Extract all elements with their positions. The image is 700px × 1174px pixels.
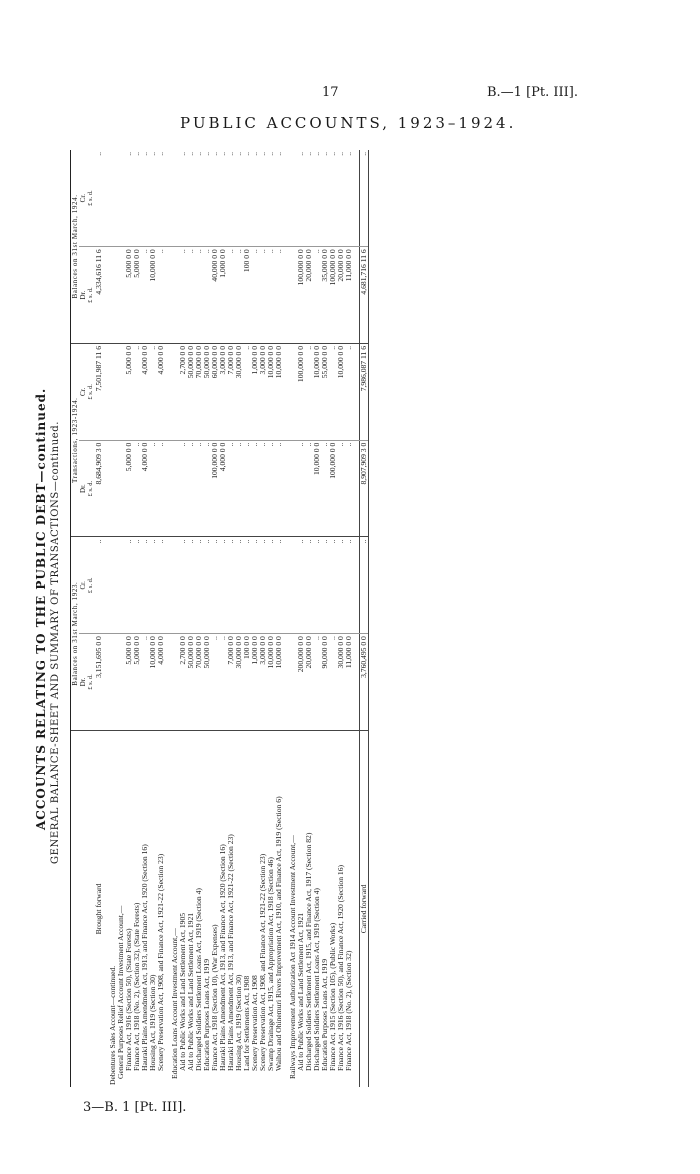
- amount-cell: 10,000 0 0: [337, 343, 345, 440]
- amount-cell: [109, 634, 117, 731]
- row-description: Finance Act, 1916 (Section 50), and Finance Act, 1920 (Section 16): [336, 864, 345, 1071]
- amount-cell: 50,000 0 0: [203, 634, 211, 731]
- amount-cell: 5,000 0 0: [133, 634, 141, 731]
- amount-cell: ..: [275, 247, 283, 344]
- sub-header-cr: Cr.: [79, 343, 87, 440]
- amount-cell: ..: [227, 150, 235, 247]
- table-row: [235, 150, 243, 1087]
- amount-cell: 100,000 0 0: [297, 247, 305, 344]
- amount-cell: ..: [259, 440, 267, 537]
- amount-cell: ..: [227, 440, 235, 537]
- amount-cell: 10,000 0 0: [149, 634, 157, 731]
- amount-cell: ..: [243, 150, 251, 247]
- amount-cell: ..: [251, 440, 259, 537]
- amount-cell: 1,000 0 0: [219, 247, 227, 344]
- amount-cell: ..: [345, 150, 353, 247]
- amount-cell: 10,000 0 0: [267, 634, 275, 731]
- amount-cell: 4,000 0 0: [219, 440, 227, 537]
- amount-cell: 50,000 0 0: [187, 343, 195, 440]
- amount-cell: 100,000 0 0: [297, 343, 305, 440]
- amount-cell: 4,000 0 0: [157, 634, 165, 731]
- unit-label: £ s. d.: [87, 537, 95, 634]
- amount-cell: [289, 150, 297, 247]
- amount-cell: [109, 150, 117, 247]
- footer-reference: 3—B. 1 [Pt. III].: [83, 1100, 187, 1115]
- amount-cell: ..: [321, 150, 329, 247]
- total-row: [360, 150, 369, 1087]
- sub-header-dr: Dr.: [79, 634, 87, 731]
- amount-cell: [171, 440, 179, 537]
- sub-header-dr: Dr.: [79, 247, 87, 344]
- amount-cell: ..: [179, 440, 187, 537]
- amount-cell: 100,000 0 0: [329, 247, 337, 344]
- amount-cell: 20,000 0 0: [305, 634, 313, 731]
- row-description: Education Loans Account Investment Account,—: [170, 928, 179, 1079]
- amount-cell: ..: [211, 634, 219, 731]
- amount-cell: ..: [227, 537, 235, 634]
- amount-cell: ..: [203, 537, 211, 634]
- row-description: Finance Act, 1918 (No. 2), (Section 32), (State Forests): [132, 902, 141, 1071]
- amount-cell: ..: [195, 537, 203, 634]
- table-body: [95, 150, 369, 1087]
- amount-cell: ..: [125, 537, 133, 634]
- amount-cell: 5,000 0 0: [125, 247, 133, 344]
- amount-cell: [289, 537, 297, 634]
- row-description: Scenery Preservation Act, 1908, and Finance Act, 1921-22 (Section 23): [156, 853, 165, 1071]
- amount-cell: 30,000 0 0: [235, 634, 243, 731]
- table-row: [313, 150, 321, 1087]
- sub-header-cr: Cr.: [79, 150, 87, 247]
- table-row: [243, 150, 251, 1087]
- amount-cell: ..: [267, 150, 275, 247]
- amount-cell: ..: [203, 150, 211, 247]
- amount-cell: 40,000 0 0: [211, 247, 219, 344]
- unit-label: £ s. d.: [87, 247, 95, 344]
- amount-cell: 100 0 0: [243, 634, 251, 731]
- amount-cell: ..: [149, 537, 157, 634]
- amount-cell: 50,000 0 0: [203, 343, 211, 440]
- amount-cell: 70,000 0 0: [195, 343, 203, 440]
- amount-cell: 10,000 0 0: [267, 343, 275, 440]
- amount-cell: ..: [149, 343, 157, 440]
- row-description: Hauraki Plains Amendment Act, 1913, and Finance Act, 1921-22 (Section 23): [226, 834, 235, 1071]
- amount-cell: ..: [259, 247, 267, 344]
- amount-cell: ..: [219, 634, 227, 731]
- amount-cell: ..: [345, 537, 353, 634]
- amount-cell: ..: [211, 537, 219, 634]
- row-description: Finance Act, 1915 (Section 105), (Public Works): [328, 922, 337, 1071]
- amount-cell: ..: [329, 634, 337, 731]
- row-description: Carried forward: [360, 730, 369, 1087]
- amount-cell: ..: [133, 150, 141, 247]
- sub-header-dr: Dr.: [79, 440, 87, 537]
- row-description: Scenery Preservation Act, 1908: [250, 975, 259, 1071]
- amount-cell: [289, 440, 297, 537]
- amount-cell: 90,000 0 0: [321, 634, 329, 731]
- amount-cell: ..: [305, 440, 313, 537]
- table-row: [227, 150, 235, 1087]
- row-description: Aid to Public Works and Land Settlement Act, 1921: [186, 912, 195, 1071]
- row-description: Waihou and Ohinemuri Rivers Improvement Act, 1910, and Finance Act, 1919 (Section 6): [274, 796, 283, 1071]
- amount-cell: 10,000 0 0: [149, 247, 157, 344]
- amount-cell: ..: [211, 150, 219, 247]
- row-description: Debentures Sales Account—continued.: [108, 965, 117, 1085]
- amount-cell: 7,986,087 11 6: [360, 343, 369, 440]
- amount-cell: ..: [157, 537, 165, 634]
- table-row: [195, 150, 203, 1087]
- amount-cell: ..: [321, 537, 329, 634]
- amount-cell: ..: [297, 150, 305, 247]
- amount-cell: 5,000 0 0: [125, 634, 133, 731]
- sub-header-cr: Cr.: [79, 537, 87, 634]
- description-header: [71, 730, 96, 1087]
- amount-cell: [109, 247, 117, 344]
- amount-cell: ..: [133, 440, 141, 537]
- table-row: [275, 150, 283, 1087]
- amount-cell: ..: [141, 634, 149, 731]
- amount-cell: 2,700 0 0: [179, 343, 187, 440]
- amount-cell: ..: [321, 440, 329, 537]
- amount-cell: ..: [243, 343, 251, 440]
- amount-cell: [117, 537, 125, 634]
- amount-cell: 100,000 0 0: [329, 440, 337, 537]
- amount-cell: 10,000 0 0: [275, 634, 283, 731]
- amount-cell: ..: [297, 537, 305, 634]
- group-header-transactions: Transactions, 1923-1924.: [71, 343, 80, 536]
- row-description: Housing Act, 1919 (Section 30): [234, 974, 243, 1071]
- amount-cell: ..: [203, 440, 211, 537]
- amount-cell: 7,000 0 0: [227, 343, 235, 440]
- balance-sheet-table-wrapper: [70, 150, 610, 1087]
- row-description: Finance Act, 1918 (Section 10), (War Expenses): [210, 924, 219, 1071]
- amount-cell: ..: [179, 150, 187, 247]
- amount-cell: ..: [141, 537, 149, 634]
- amount-cell: ..: [305, 343, 313, 440]
- row-description: Scenery Preservation Act, 1908, and Finance Act, 1921-22 (Section 23): [258, 853, 267, 1071]
- amount-cell: 4,334,616 11 6: [95, 247, 103, 344]
- amount-cell: 20,000 0 0: [337, 247, 345, 344]
- amount-cell: ..: [219, 150, 227, 247]
- amount-cell: ..: [297, 440, 305, 537]
- amount-cell: ..: [227, 247, 235, 344]
- amount-cell: 1,000 0 0: [251, 634, 259, 731]
- row-description: Swamp Drainage Act, 1915, and Appropriation Act, 1918 (Section 46): [266, 857, 275, 1071]
- amount-cell: [109, 440, 117, 537]
- table-row: [345, 150, 353, 1087]
- amount-cell: 4,681,716 11 6: [360, 247, 369, 344]
- row-description: Discharged Soldiers Settlement Act, 1915, and Finance Act, 1917 (Section 82): [304, 832, 313, 1071]
- amount-cell: ..: [267, 440, 275, 537]
- amount-cell: ..: [259, 150, 267, 247]
- amount-cell: 60,000 0 0: [211, 343, 219, 440]
- amount-cell: ..: [235, 440, 243, 537]
- amount-cell: ..: [251, 537, 259, 634]
- amount-cell: ..: [149, 440, 157, 537]
- amount-cell: 3,760,495 0 0: [360, 634, 369, 731]
- amount-cell: ..: [195, 150, 203, 247]
- amount-cell: ..: [187, 247, 195, 344]
- table-row: [337, 150, 345, 1087]
- amount-cell: 7,501,987 11 6: [95, 343, 103, 440]
- amount-cell: ..: [251, 247, 259, 344]
- unit-label: £ s. d.: [87, 634, 95, 731]
- amount-cell: ..: [195, 440, 203, 537]
- amount-cell: 4,000 0 0: [141, 440, 149, 537]
- amount-cell: ..: [313, 150, 321, 247]
- row-description: Education Purposes Loans Act, 1919: [202, 959, 211, 1071]
- amount-cell: ..: [95, 537, 103, 634]
- row-description: Hauraki Plains Amendment Act, 1913, and Finance Act, 1920 (Section 16): [140, 844, 149, 1071]
- unit-label: £ s. d.: [87, 343, 95, 440]
- row-description: Housing Act, 1919 (Section 30): [148, 974, 157, 1071]
- amount-cell: ..: [179, 537, 187, 634]
- page-title: PUBLIC ACCOUNTS, 1923–1924.: [180, 114, 517, 132]
- amount-cell: ..: [141, 247, 149, 344]
- amount-cell: ..: [337, 150, 345, 247]
- row-description: Aid to Public Works and Land Settlement Act, 1921: [296, 912, 305, 1071]
- amount-cell: ..: [313, 537, 321, 634]
- row-description: Brought forward: [94, 883, 103, 935]
- amount-cell: 70,000 0 0: [195, 634, 203, 731]
- amount-cell: ..: [187, 537, 195, 634]
- amount-cell: ..: [157, 440, 165, 537]
- amount-cell: ..: [125, 150, 133, 247]
- amount-cell: ..: [275, 537, 283, 634]
- amount-cell: ..: [235, 247, 243, 344]
- amount-cell: ..: [133, 343, 141, 440]
- amount-cell: 10,000 0 0: [275, 343, 283, 440]
- amount-cell: 5,000 0 0: [133, 247, 141, 344]
- amount-cell: ..: [243, 537, 251, 634]
- amount-cell: ..: [267, 247, 275, 344]
- amount-cell: [109, 343, 117, 440]
- amount-cell: ..: [187, 150, 195, 247]
- amount-cell: 4,000 0 0: [141, 343, 149, 440]
- table-row: [157, 150, 165, 1087]
- amount-cell: 4,000 0 0: [157, 343, 165, 440]
- amount-cell: ..: [95, 150, 103, 247]
- amount-cell: 100 0 0: [243, 247, 251, 344]
- amount-cell: ..: [179, 247, 187, 344]
- amount-cell: 3,000 0 0: [219, 343, 227, 440]
- amount-cell: ..: [337, 440, 345, 537]
- amount-cell: ..: [345, 343, 353, 440]
- row-description: Hauraki Plains Amendment Act, 1913, and Finance Act, 1920 (Section 16): [218, 844, 227, 1071]
- amount-cell: ..: [329, 150, 337, 247]
- section-title: ACCOUNTS RELATING TO THE PUBLIC DEBT—continued.: [34, 387, 48, 830]
- row-description: Discharged Soldiers Settlement Loans Act, 1919 (Section 4): [312, 888, 321, 1071]
- amount-cell: ..: [195, 247, 203, 344]
- amount-cell: [109, 537, 117, 634]
- amount-cell: 11,000 0 0: [345, 247, 353, 344]
- amount-cell: 1,000 0 0: [251, 343, 259, 440]
- amount-cell: 3,000 0 0: [259, 634, 267, 731]
- amount-cell: ..: [203, 247, 211, 344]
- amount-cell: ..: [157, 150, 165, 247]
- amount-cell: 3,000 0 0: [259, 343, 267, 440]
- amount-cell: 35,000 0 0: [321, 247, 329, 344]
- amount-cell: 200,000 0 0: [297, 634, 305, 731]
- amount-cell: 5,000 0 0: [125, 343, 133, 440]
- amount-cell: 10,000 0 0: [313, 440, 321, 537]
- amount-cell: ..: [275, 440, 283, 537]
- page-number: 17: [322, 85, 339, 100]
- row-description: Education Purposes Loans Act, 1919: [320, 959, 329, 1071]
- amount-cell: ..: [149, 150, 157, 247]
- unit-label: £ s. d.: [87, 440, 95, 537]
- amount-cell: [171, 150, 179, 247]
- amount-cell: 30,000 0 0: [235, 343, 243, 440]
- row-description: Land for Settlements Act, 1908: [242, 975, 251, 1071]
- amount-cell: ..: [251, 150, 259, 247]
- amount-cell: 50,000 0 0: [187, 634, 195, 731]
- amount-cell: ..: [187, 440, 195, 537]
- amount-cell: ..: [235, 150, 243, 247]
- row-description: Discharged Soldiers Settlement Loans Act, 1919 (Section 4): [194, 888, 203, 1071]
- balance-sheet-table: [70, 150, 369, 1087]
- group-header-1924: Balances on 31st March, 1924.: [71, 150, 80, 343]
- amount-cell: ..: [141, 150, 149, 247]
- amount-cell: ..: [157, 247, 165, 344]
- section-subtitle: GENERAL BALANCE-SHEET AND SUMMARY OF TRANSACTIONS—continued.: [50, 420, 61, 864]
- amount-cell: 11,000 0 0: [345, 634, 353, 731]
- amount-cell: [117, 150, 125, 247]
- amount-cell: ..: [275, 150, 283, 247]
- unit-label: £ s. d.: [87, 150, 95, 247]
- amount-cell: ..: [267, 537, 275, 634]
- amount-cell: 100,000 0 0: [211, 440, 219, 537]
- amount-cell: 7,000 0 0: [227, 634, 235, 731]
- amount-cell: 8,907,909 3 0: [360, 440, 369, 537]
- row-description: Finance Act, 1916 (Section 50), (State Forests): [124, 928, 133, 1071]
- amount-cell: ..: [219, 537, 227, 634]
- amount-cell: ..: [313, 634, 321, 731]
- amount-cell: 55,000 0 0: [321, 343, 329, 440]
- amount-cell: 2,700 0 0: [179, 634, 187, 731]
- group-header-1923: Balances on 31st March, 1923.: [71, 537, 80, 730]
- amount-cell: ..: [259, 537, 267, 634]
- amount-cell: ..: [133, 537, 141, 634]
- table-row: [141, 150, 149, 1087]
- row-description: General Purposes Relief Account Investment Account,—: [116, 905, 125, 1079]
- amount-cell: ..: [360, 150, 369, 247]
- amount-cell: ..: [345, 440, 353, 537]
- amount-cell: ..: [329, 537, 337, 634]
- row-description: Finance Act, 1918 (No. 2), (Section 32): [344, 950, 353, 1071]
- document-reference: B.—1 [Pt. III].: [487, 85, 579, 100]
- amount-cell: ..: [360, 537, 369, 634]
- amount-cell: 10,000 0 0: [313, 343, 321, 440]
- amount-cell: ..: [313, 247, 321, 344]
- table-row: [95, 150, 103, 1087]
- amount-cell: [171, 247, 179, 344]
- amount-cell: ..: [243, 440, 251, 537]
- amount-cell: ..: [305, 537, 313, 634]
- amount-cell: ..: [337, 537, 345, 634]
- amount-cell: 5,000 0 0: [125, 440, 133, 537]
- amount-cell: 20,000 0 0: [305, 247, 313, 344]
- amount-cell: ..: [329, 343, 337, 440]
- amount-cell: 30,000 0 0: [337, 634, 345, 731]
- amount-cell: ..: [305, 150, 313, 247]
- row-description: Railways Improvement Authorization Act 1914 Account Investment Account,—: [288, 835, 297, 1079]
- row-description: Aid to Public Works and Land Settlement Act, 1905: [178, 912, 187, 1071]
- amount-cell: 8,684,909 3 0: [95, 440, 103, 537]
- amount-cell: [171, 537, 179, 634]
- amount-cell: ..: [235, 537, 243, 634]
- amount-cell: 3,151,695 0 0: [95, 634, 103, 731]
